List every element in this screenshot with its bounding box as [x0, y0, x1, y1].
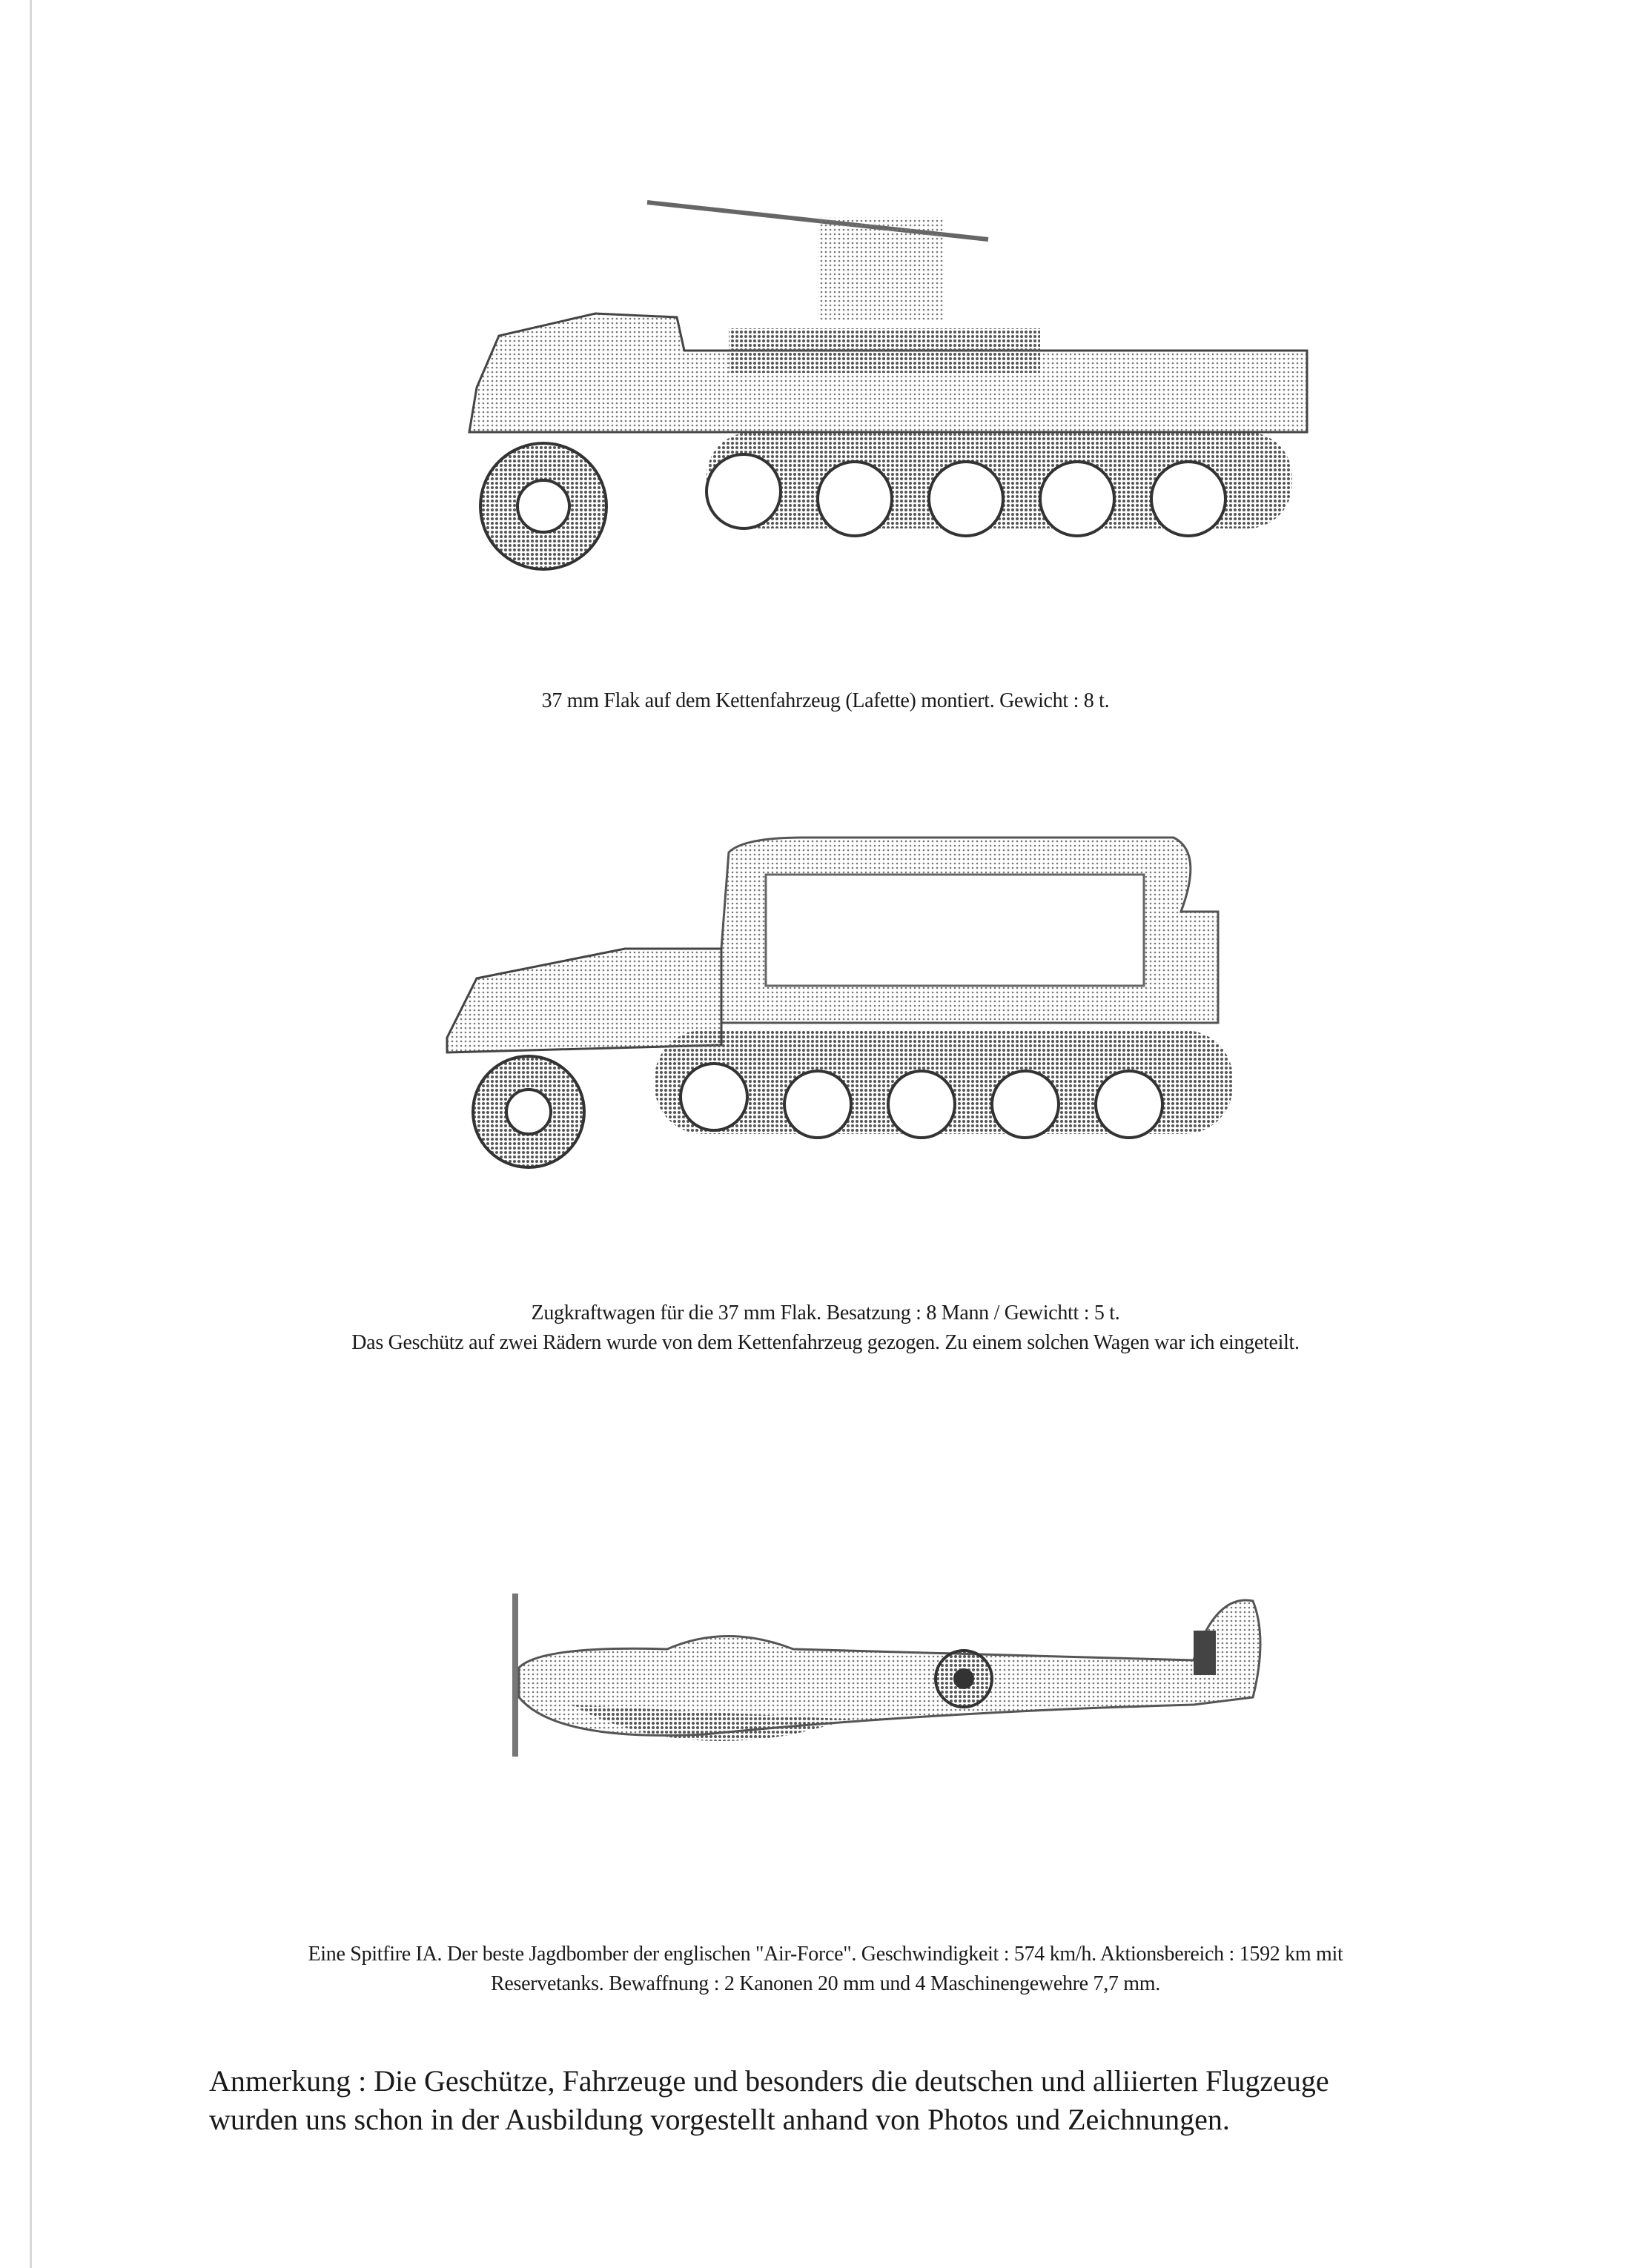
caption-line: Reservetanks. Bewaffnung : 2 Kanonen 20 mm und 4 Maschinengewehre 7,7 mm. [491, 1972, 1160, 1995]
caption-line: Das Geschütz auf zwei Rädern wurde von dem Kettenfahrzeug gezogen. Zu einem solchen Wagen war ich eingeteilt. [351, 1331, 1300, 1354]
flak-halftrack-photo [432, 188, 1314, 580]
note-line: Anmerkung : Die Geschütze, Fahrzeuge und besonders die deutschen und alliierten Flugzeuge [209, 2064, 1329, 2098]
caption-line: Zugkraftwagen für die 37 mm Flak. Besatzung : 8 Mann / Gewichtt : 5 t. [531, 1302, 1120, 1324]
caption-line: 37 mm Flak auf dem Kettenfahrzeug (Lafette) montiert. Gewicht : 8 t. [541, 689, 1110, 712]
caption-flak-halftrack [0, 686, 1651, 716]
caption-spitfire [0, 1940, 1651, 1999]
note-paragraph [209, 2062, 1329, 2139]
caption-line: Eine Spitfire IA. Der beste Jagdbomber der englischen "Air-Force". Geschwindigkeit : 574 km/h. Aktionsbereich : 1592 km mit [308, 1943, 1343, 1966]
spitfire-photo [482, 1579, 1275, 1801]
scan-edge [30, 0, 32, 2268]
note-line: wurden uns schon in der Ausbildung vorgestellt anhand von Photos und Zeichnungen. [209, 2103, 1230, 2136]
caption-tractor-halftrack [0, 1299, 1651, 1358]
tractor-halftrack-photo [432, 830, 1300, 1171]
